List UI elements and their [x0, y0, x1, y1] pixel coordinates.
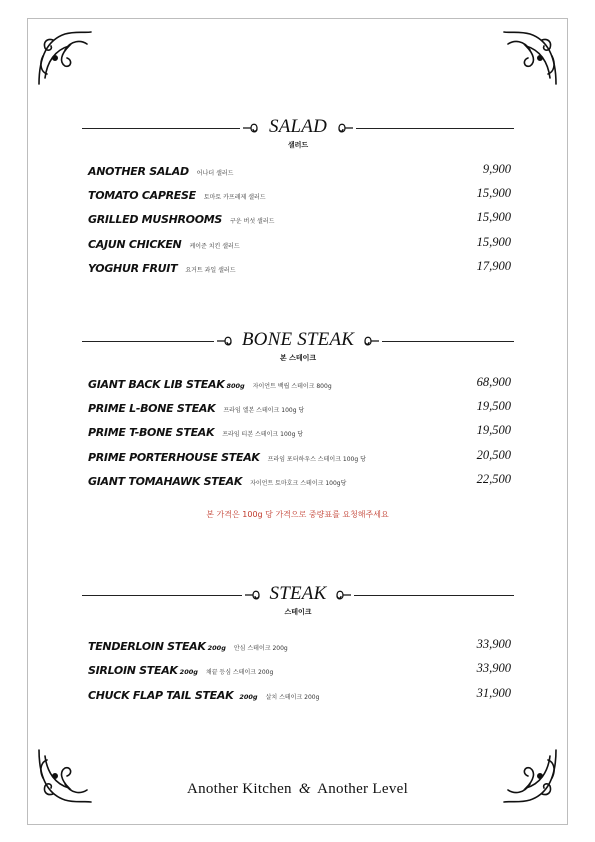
- footer-right-text: Another Level: [317, 781, 409, 797]
- item-price: 68,900: [476, 375, 511, 389]
- footer-ampersand: &: [298, 781, 311, 797]
- item-price: 33,900: [476, 661, 511, 675]
- footer-left-text: Another Kitchen: [186, 781, 292, 797]
- item-korean-name: 안심 스테이크 200g: [233, 645, 288, 652]
- price-note: 본 가격은 100g 당 가격으로 중량표를 요청해주세요: [206, 510, 389, 519]
- item-korean-name: 프라임 포터하우스 스테이크 100g 당: [267, 456, 366, 463]
- item-korean-name: 채끝 등심 스테이크 200g: [205, 669, 274, 676]
- section-title: BONE STEAK: [241, 329, 355, 350]
- item-name: ANOTHER SALAD: [88, 165, 189, 178]
- item-price: 9,900: [482, 162, 511, 176]
- item-price: 15,900: [476, 235, 511, 249]
- item-korean-name: 자이언트 백립 스테이크 800g: [252, 383, 332, 390]
- item-weight: 200g: [207, 644, 226, 652]
- item-name: TOMATO CAPRESE: [88, 189, 196, 202]
- item-price: 33,900: [476, 637, 511, 651]
- menu-item: [88, 637, 511, 653]
- menu-item: [88, 186, 511, 202]
- menu-item: [88, 423, 511, 439]
- menu-item: [88, 210, 511, 226]
- item-weight: 200g: [179, 668, 198, 676]
- item-weight: 800g: [226, 382, 245, 390]
- item-name: TENDERLOIN STEAK: [88, 640, 206, 653]
- menu-item: [88, 661, 511, 677]
- item-korean-name: 살치 스테이크 200g: [265, 694, 320, 701]
- section-header-bone-steak: [82, 329, 514, 373]
- menu-item: [88, 259, 511, 275]
- item-name: YOGHUR FRUIT: [88, 262, 178, 275]
- item-korean-name: 프라임 엘본 스테이크 100g 당: [223, 407, 305, 414]
- menu-item: [88, 235, 511, 251]
- section-subtitle: 스테이크: [284, 608, 312, 616]
- item-korean-name: 케이준 치킨 샐러드: [189, 243, 240, 250]
- item-price: 19,500: [476, 423, 511, 437]
- section-header-salad: [82, 116, 514, 160]
- item-price: 20,500: [476, 448, 511, 462]
- item-price: 31,900: [476, 686, 511, 700]
- item-korean-name: 구운 버섯 샐러드: [230, 218, 275, 225]
- item-name: PRIME T-BONE STEAK: [88, 426, 215, 439]
- footer-tagline: [0, 781, 595, 798]
- item-weight: 200g: [239, 693, 258, 701]
- item-price: 19,500: [476, 399, 511, 413]
- section-title: SALAD: [269, 116, 327, 137]
- menu-item: [88, 162, 511, 178]
- item-price: 15,900: [476, 210, 511, 224]
- item-price: 22,500: [476, 472, 511, 486]
- item-name: SIRLOIN STEAK: [88, 664, 178, 677]
- section-subtitle: 샐러드: [287, 141, 309, 149]
- item-name: GRILLED MUSHROOMS: [88, 213, 223, 226]
- section-subtitle: 본 스테이크: [279, 354, 317, 362]
- corner-flourish-icon: [500, 28, 560, 88]
- section-title: STEAK: [269, 583, 327, 604]
- menu-item: [88, 686, 511, 702]
- item-name: CAJUN CHICKEN: [88, 238, 182, 251]
- item-name: GIANT BACK LIB STEAK: [88, 378, 225, 391]
- menu-item: [88, 472, 511, 488]
- item-price: 17,900: [476, 259, 511, 273]
- item-korean-name: 자이언트 토마호크 스테이크 100g당: [250, 480, 347, 487]
- item-name: PRIME PORTERHOUSE STEAK: [88, 451, 260, 464]
- item-name: GIANT TOMAHAWK STEAK: [88, 475, 243, 488]
- item-name: PRIME L-BONE STEAK: [88, 402, 216, 415]
- item-korean-name: 요거트 과일 샐러드: [185, 267, 236, 274]
- item-price: 15,900: [476, 186, 511, 200]
- item-korean-name: 프라임 티본 스테이크 100g 당: [222, 431, 304, 438]
- menu-item: [88, 375, 511, 391]
- menu-item: [88, 399, 511, 415]
- menu-item: [88, 448, 511, 464]
- item-name: CHUCK FLAP TAIL STEAK: [88, 689, 234, 702]
- section-header-steak: [82, 583, 514, 627]
- item-korean-name: 토마토 카프레제 샐러드: [203, 194, 266, 201]
- item-korean-name: 어나더 샐러드: [196, 170, 234, 177]
- corner-flourish-icon: [35, 28, 95, 88]
